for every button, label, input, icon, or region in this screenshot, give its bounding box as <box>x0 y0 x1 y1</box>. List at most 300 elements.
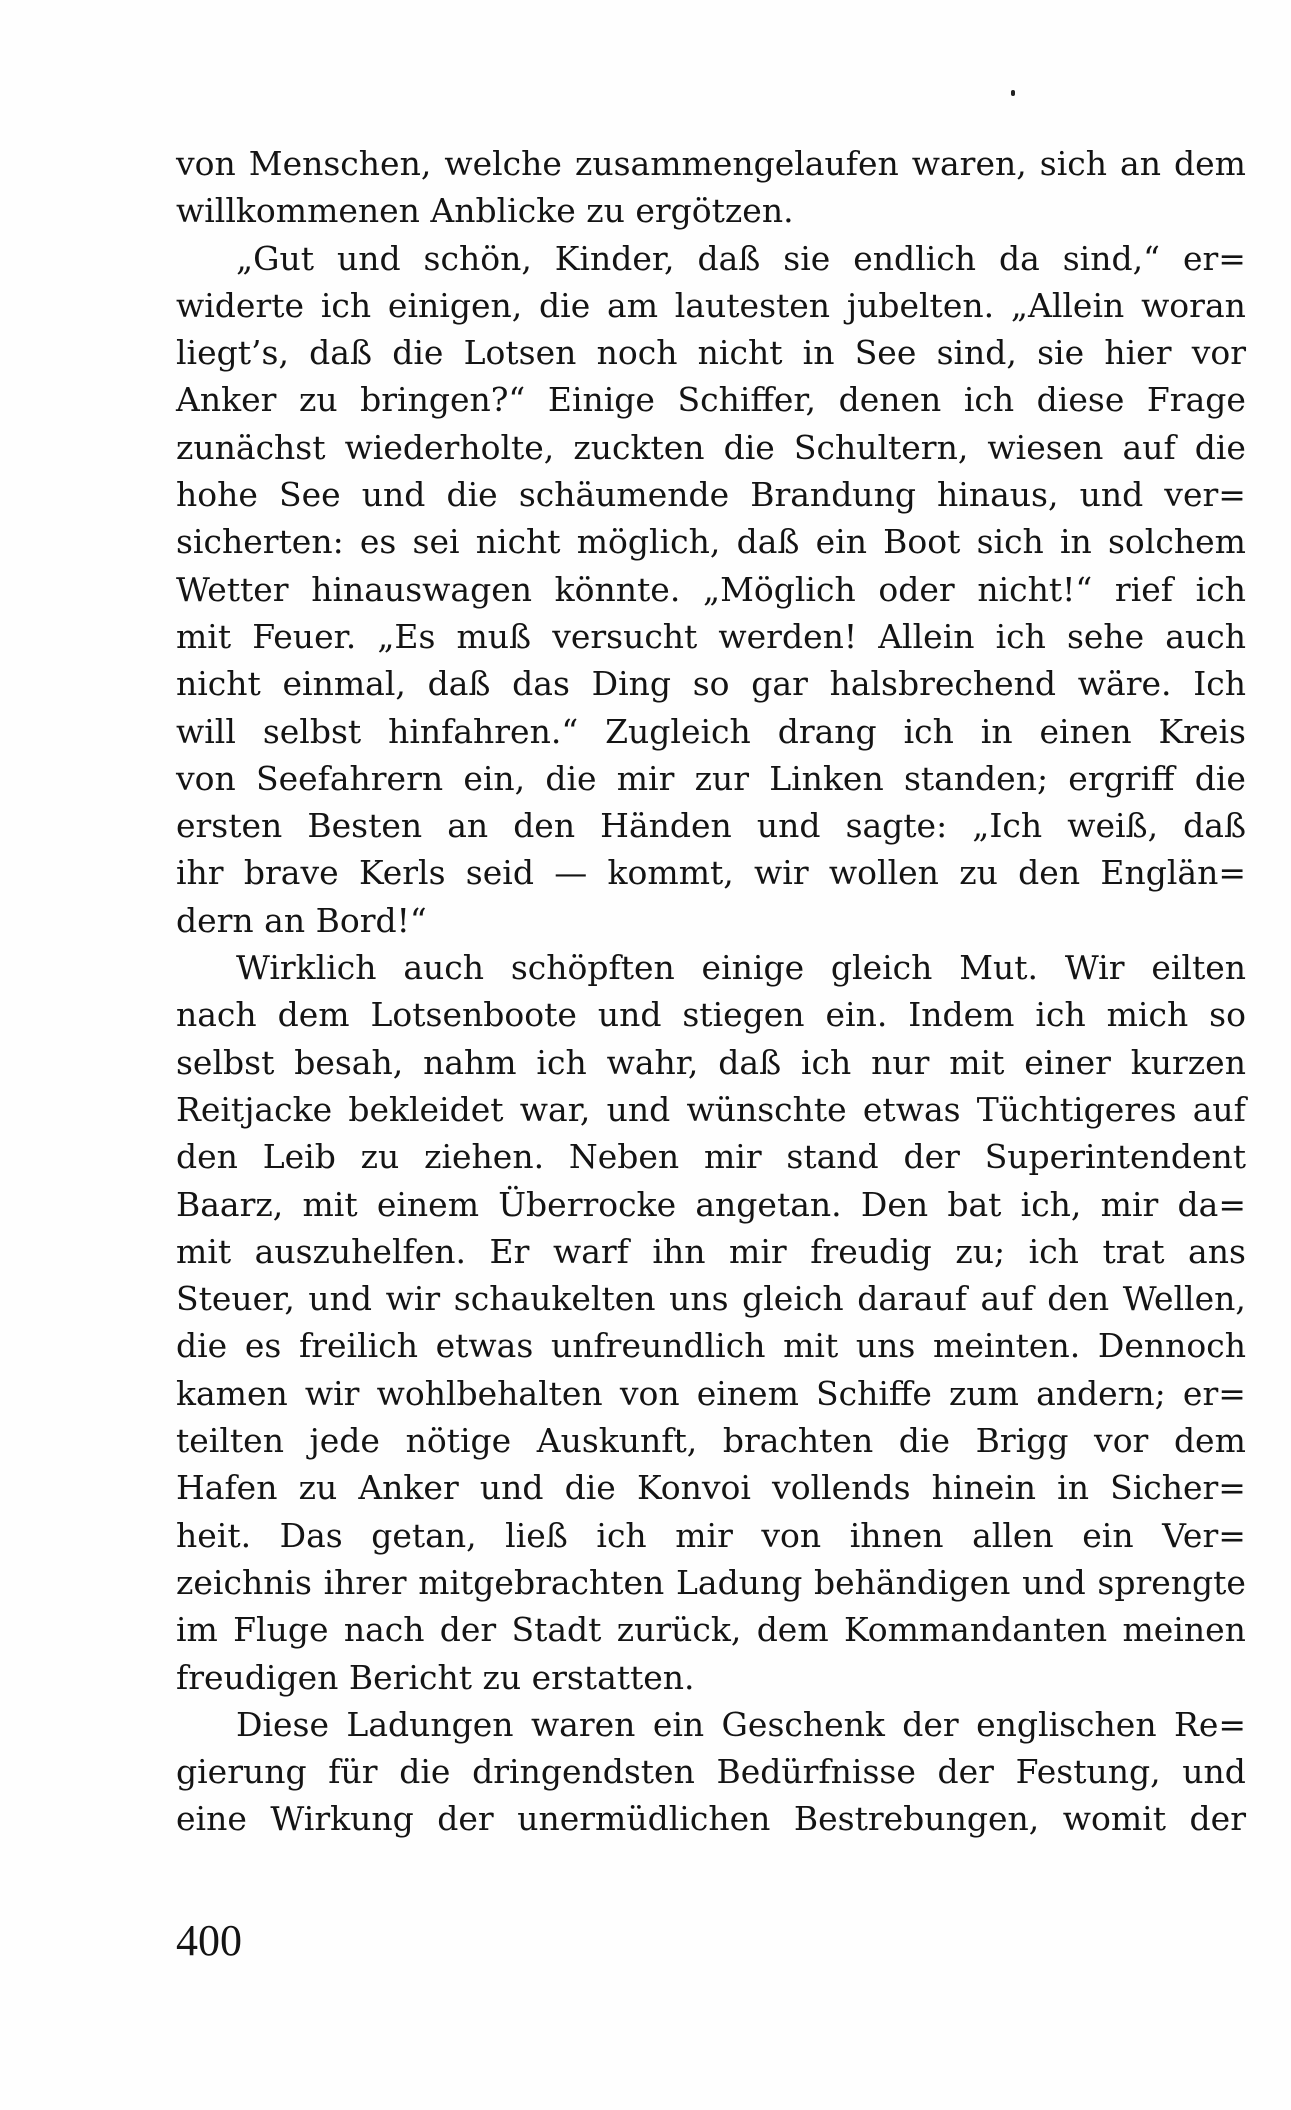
word: etwas <box>435 1326 534 1366</box>
word: getan, <box>371 1515 477 1555</box>
word: andern; <box>1036 1373 1166 1413</box>
word: Tüchtigeres <box>976 1089 1177 1129</box>
word: unermüdlichen <box>517 1799 771 1839</box>
word: Menschen, <box>248 144 432 183</box>
word: Diese <box>236 1704 330 1744</box>
word: dem <box>756 1610 829 1650</box>
word: einen <box>1039 711 1132 751</box>
word: allen <box>972 1515 1054 1555</box>
word: hinfahren.“ <box>388 711 579 751</box>
word: Festung, <box>1015 1752 1161 1792</box>
word: nicht <box>475 522 561 562</box>
text-line <box>176 1464 1246 1511</box>
word: Schultern, <box>793 427 969 467</box>
word: auf <box>1122 427 1176 467</box>
word: daß <box>309 333 372 373</box>
word: die <box>539 285 591 325</box>
word: die <box>545 758 597 798</box>
word: von <box>619 1373 680 1413</box>
word: dem <box>277 995 350 1035</box>
word: und <box>597 995 662 1035</box>
word: unfreundlich <box>550 1326 766 1366</box>
word: lautesten <box>674 285 831 325</box>
word: Kinder, <box>554 238 675 278</box>
word: in <box>1060 522 1092 562</box>
word: welche <box>444 144 562 183</box>
text-line <box>176 849 1246 896</box>
word: zu <box>298 380 338 420</box>
word: da <box>998 238 1040 278</box>
word: werden! <box>718 616 858 656</box>
word: und <box>1022 1562 1086 1602</box>
word: könnte. <box>554 569 681 609</box>
word: brave <box>243 853 339 893</box>
word: den <box>513 806 576 846</box>
word: Wellen, <box>1122 1279 1246 1319</box>
word: einem <box>696 1373 799 1413</box>
word: hinauswagen <box>311 569 533 609</box>
word: Zugleich <box>605 711 751 751</box>
word: nahm <box>423 1042 517 1082</box>
word: waren, <box>911 144 1027 183</box>
text-line <box>176 1701 1246 1748</box>
word: Besten <box>307 806 423 846</box>
word: endlich <box>853 238 977 278</box>
word: das <box>512 664 570 704</box>
text-line <box>176 708 1246 755</box>
word: ersten <box>176 806 283 846</box>
word: rief <box>1114 569 1173 609</box>
text-line <box>176 1512 1246 1559</box>
word: seid <box>465 853 534 893</box>
word: hinaus, <box>937 475 1059 515</box>
word: ihrer <box>323 1562 407 1602</box>
word: darauf <box>857 1279 967 1319</box>
word: Lotsen <box>463 333 577 373</box>
word: daß <box>697 238 761 278</box>
word: der <box>937 1752 994 1792</box>
text-line <box>176 424 1246 471</box>
word: einer <box>1024 1042 1111 1082</box>
word: ein <box>815 522 867 562</box>
word: schön, <box>423 238 532 278</box>
word: See <box>854 333 917 373</box>
text-line <box>176 613 1246 660</box>
word: Steuer, <box>176 1279 295 1319</box>
word: den <box>176 1137 238 1177</box>
word: hier <box>1104 333 1172 373</box>
word: auch <box>403 948 484 988</box>
text-line <box>176 991 1246 1038</box>
word: standen; <box>903 758 1049 798</box>
word: Allein <box>878 616 975 656</box>
text-line <box>176 1228 1246 1275</box>
word: kamen <box>176 1373 288 1413</box>
word: bringen?“ <box>360 380 526 420</box>
word: sich <box>976 522 1044 562</box>
word: „Gut <box>236 238 314 278</box>
word: Brigg <box>975 1421 1069 1461</box>
word: und <box>479 1468 544 1508</box>
word: und <box>361 475 426 515</box>
word: Englän= <box>1100 853 1246 893</box>
word: besah, <box>294 1042 404 1082</box>
word: auf <box>980 1279 1034 1319</box>
word: Ladung <box>675 1562 803 1602</box>
word: der <box>902 1704 959 1744</box>
word: Wetter <box>176 569 289 609</box>
word: und <box>1182 1752 1246 1792</box>
text-line <box>176 518 1246 565</box>
word: hinein <box>931 1468 1037 1508</box>
word: war, <box>519 1089 591 1129</box>
word: vor <box>1191 333 1246 373</box>
word: Brandung <box>750 475 916 515</box>
word: Hafen <box>176 1468 278 1508</box>
word: so <box>1209 995 1246 1035</box>
word: ich <box>1195 569 1246 609</box>
text-line <box>176 376 1246 423</box>
word: englischen <box>976 1704 1157 1744</box>
word: freilich <box>299 1326 418 1366</box>
text-line <box>176 1322 1246 1369</box>
word: solchem <box>1108 522 1246 562</box>
word: daß <box>736 522 800 562</box>
word: ein. <box>825 995 888 1035</box>
word: nicht <box>176 664 261 704</box>
word: die <box>723 427 775 467</box>
text-line <box>176 755 1246 802</box>
word: bekleidet <box>348 1089 504 1129</box>
word: Schiffe <box>816 1373 932 1413</box>
word: Anker <box>358 1468 459 1508</box>
word: von <box>176 144 236 183</box>
word: gleich <box>742 1279 844 1319</box>
word: Fluge <box>233 1610 329 1650</box>
word: ich <box>800 1042 852 1082</box>
word: bat <box>947 1184 1002 1224</box>
word: Wirkung <box>270 1799 414 1839</box>
word: mit <box>176 616 232 656</box>
word: daß <box>427 664 491 704</box>
word: wäre. <box>1077 664 1172 704</box>
word: dem <box>1174 144 1246 183</box>
word: nicht <box>697 333 783 373</box>
word: mitgebrachten <box>418 1562 665 1602</box>
word: „Allein <box>1010 285 1125 325</box>
word: heit. <box>176 1515 252 1555</box>
word: es <box>359 522 397 562</box>
word: einigen, <box>387 285 523 325</box>
word: sicherten: <box>176 522 344 562</box>
word: Kerls <box>358 853 446 893</box>
word: ein, <box>463 758 526 798</box>
word: Stadt <box>511 1610 602 1650</box>
word: Reitjacke <box>176 1089 333 1129</box>
word: sie <box>1037 333 1085 373</box>
word: brachten <box>722 1421 874 1461</box>
word: wohlbehalten <box>376 1373 603 1413</box>
text-line <box>176 1370 1246 1417</box>
text-line <box>176 1133 1246 1180</box>
word: Boot <box>883 522 961 562</box>
word: der <box>903 1137 960 1177</box>
word: mir <box>675 1515 733 1555</box>
word: hohe <box>176 475 258 515</box>
text-line <box>176 1559 1246 1606</box>
word: „Es <box>377 616 436 656</box>
text-line <box>176 282 1246 329</box>
word: mir <box>616 758 675 798</box>
word: gierung <box>176 1752 307 1792</box>
word: ans <box>1188 1231 1246 1271</box>
word: zusammengelaufen <box>574 144 899 183</box>
word: auf <box>1192 1089 1246 1129</box>
word: mit <box>302 1184 358 1224</box>
word: dem <box>1173 1421 1246 1461</box>
word: Dennoch <box>1097 1326 1246 1366</box>
word: teilten <box>176 1421 284 1461</box>
word: den <box>1018 853 1081 893</box>
word: — <box>554 853 588 893</box>
word: stand <box>786 1137 879 1177</box>
text-line <box>176 140 1246 187</box>
line-text: dern an Bord!“ <box>176 900 427 940</box>
text-line <box>176 1181 1246 1228</box>
word: Ver= <box>1162 1515 1246 1555</box>
word: ließ <box>505 1515 568 1555</box>
word: ich <box>963 380 1015 420</box>
word: zum <box>949 1373 1019 1413</box>
word: im <box>176 1610 218 1650</box>
word: Ding <box>591 664 672 704</box>
word: von <box>761 1515 822 1555</box>
word: Das <box>279 1515 343 1555</box>
word: ich <box>320 285 372 325</box>
word: Lotsenboote <box>370 995 577 1035</box>
word: angetan. <box>695 1184 842 1224</box>
word: Neben <box>568 1137 680 1177</box>
text-line <box>176 471 1246 518</box>
word: versucht <box>552 616 698 656</box>
text-line <box>176 660 1246 707</box>
word: Überrocke <box>498 1184 677 1224</box>
word: einmal, <box>282 664 406 704</box>
word: mit <box>949 1042 1005 1082</box>
word: denen <box>838 380 942 420</box>
word: und <box>1079 475 1144 515</box>
word: zeichnis <box>176 1562 312 1602</box>
word: Wirklich <box>236 948 377 988</box>
word: freudig <box>810 1231 932 1271</box>
word: sind,“ <box>1062 238 1160 278</box>
word: auch <box>1165 616 1246 656</box>
word: die <box>392 333 444 373</box>
word: einem <box>376 1184 479 1224</box>
word: mit <box>783 1326 839 1366</box>
word: von <box>176 758 236 798</box>
text-line <box>176 1275 1246 1322</box>
word: Indem <box>908 995 1015 1035</box>
text-line <box>176 235 1246 282</box>
word: oder <box>878 569 955 609</box>
word: die <box>446 475 498 515</box>
text-line <box>176 1086 1246 1133</box>
word: will <box>176 711 236 751</box>
word: an <box>447 806 489 846</box>
word: Bedürfnisse <box>716 1752 916 1792</box>
word: See <box>279 475 341 515</box>
word: Linken <box>769 758 884 798</box>
word: möglich, <box>576 522 721 562</box>
word: er= <box>1182 1373 1246 1413</box>
word: der <box>437 1799 494 1839</box>
word: woran <box>1141 285 1246 325</box>
word: Schiffer, <box>677 380 817 420</box>
text-line <box>176 1654 1246 1701</box>
text-line <box>176 329 1246 376</box>
word: zu <box>360 1137 400 1177</box>
word: zunächst <box>176 427 326 467</box>
word: Bestrebungen, <box>793 1799 1040 1839</box>
word: Wir <box>1064 948 1125 988</box>
word: wiesen <box>987 427 1104 467</box>
word: ein <box>652 1704 705 1744</box>
word: ein <box>1082 1515 1134 1555</box>
word: und <box>308 1279 373 1319</box>
word: sie <box>783 238 831 278</box>
word: nach <box>176 995 257 1035</box>
word: nach <box>343 1610 425 1650</box>
word: ich <box>536 1042 587 1082</box>
word: zur <box>694 758 750 798</box>
word: diese <box>1036 380 1125 420</box>
word: wir <box>385 1279 441 1319</box>
word: mit <box>176 1231 232 1271</box>
word: die <box>564 1468 616 1508</box>
word: an <box>1120 144 1161 183</box>
word: er= <box>1182 238 1246 278</box>
word: drang <box>777 711 877 751</box>
word: ihr <box>176 853 224 893</box>
word: der <box>439 1610 497 1650</box>
word: eine <box>176 1799 247 1839</box>
word: womit <box>1062 1799 1166 1839</box>
body-text <box>176 140 1246 1843</box>
word: uns <box>669 1279 729 1319</box>
word: warf <box>552 1231 629 1271</box>
word: Frage <box>1146 380 1246 420</box>
word: ich, <box>1020 1184 1082 1224</box>
word: mir <box>1100 1184 1159 1224</box>
word: nicht!“ <box>977 569 1093 609</box>
word: in <box>1057 1468 1089 1508</box>
word: weiß, <box>1067 806 1159 846</box>
line-text: freudigen Bericht zu erstatten. <box>176 1657 695 1697</box>
word: liegt’s, <box>176 333 289 373</box>
word: jubelten. <box>846 285 995 325</box>
word: ich <box>1035 995 1086 1035</box>
word: meinen <box>1122 1610 1246 1650</box>
word: Einige <box>547 380 655 420</box>
text-line <box>176 1417 1246 1464</box>
word: selbst <box>262 711 362 751</box>
word: etwas <box>862 1089 961 1129</box>
word: den <box>1047 1279 1110 1319</box>
word: kurzen <box>1130 1042 1246 1082</box>
word: jede <box>309 1421 380 1461</box>
word: sich <box>1039 144 1107 183</box>
text-line <box>176 1606 1246 1653</box>
word: kommt, <box>607 853 734 893</box>
word: Händen <box>600 806 732 846</box>
word: Feuer. <box>252 616 357 656</box>
word: halsbrechend <box>829 664 1057 704</box>
word: zuckten <box>573 427 705 467</box>
word: ich <box>995 616 1046 656</box>
word: sind, <box>936 333 1017 373</box>
ink-speck <box>1011 90 1015 96</box>
word: der <box>1189 1799 1246 1839</box>
word: mich <box>1106 995 1189 1035</box>
word: ver= <box>1164 475 1246 515</box>
word: ich <box>596 1515 647 1555</box>
word: Konvoi <box>636 1468 751 1508</box>
word: gar <box>751 664 808 704</box>
word: die <box>399 1752 451 1792</box>
word: selbst <box>176 1042 275 1082</box>
word: vor <box>1094 1421 1149 1461</box>
word: Auskunft, <box>536 1421 698 1461</box>
text-line <box>176 1795 1246 1842</box>
word: Geschenk <box>721 1704 885 1744</box>
word: und <box>606 1089 671 1129</box>
word: Re= <box>1173 1704 1246 1744</box>
text-line <box>176 1039 1246 1086</box>
word: muß <box>456 616 532 656</box>
word: wir <box>304 1373 360 1413</box>
word: wahr, <box>606 1042 699 1082</box>
text-line <box>176 187 1246 234</box>
word: Baarz, <box>176 1184 284 1224</box>
word: schäumende <box>518 475 730 515</box>
word: am <box>607 285 658 325</box>
word: wir <box>754 853 809 893</box>
word: daß <box>718 1042 782 1082</box>
word: widerte <box>176 285 305 325</box>
text-line <box>176 802 1246 849</box>
word: Superintendent <box>984 1137 1246 1177</box>
word: ziehen. <box>424 1137 545 1177</box>
word: in <box>802 333 835 373</box>
word: noch <box>596 333 678 373</box>
word: mir <box>729 1231 787 1271</box>
word: auszuhelfen. <box>254 1231 466 1271</box>
word: Seefahrern <box>255 758 444 798</box>
word: ihn <box>652 1231 706 1271</box>
text-line <box>176 944 1246 991</box>
word: da= <box>1177 1184 1246 1224</box>
word: die <box>898 1421 951 1461</box>
word: wollen <box>828 853 939 893</box>
word: Mut. <box>959 948 1039 988</box>
word: ich <box>903 711 954 751</box>
word: meinten. <box>933 1326 1081 1366</box>
text-line <box>176 897 1246 944</box>
word: vollends <box>772 1468 911 1508</box>
line-text: willkommenen Anblicke zu ergötzen. <box>176 191 794 231</box>
word: und <box>336 238 401 278</box>
